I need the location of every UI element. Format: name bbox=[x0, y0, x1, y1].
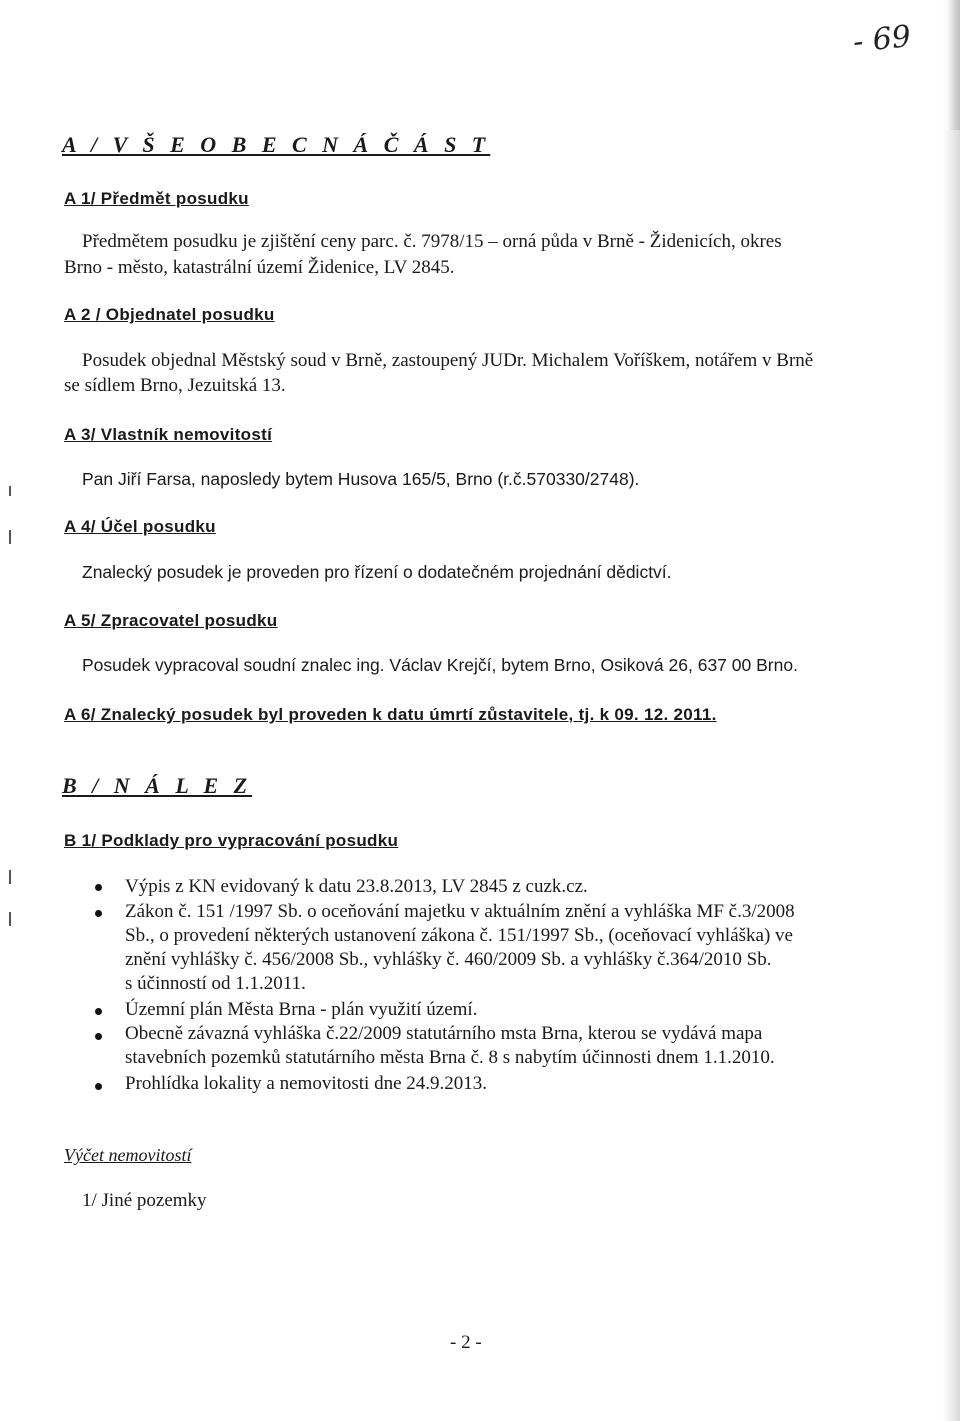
section-a2-line-1: Posudek objednal Městský soud v Brně, zastoupený JUDr. Michalem Voříškem, notářem v Brně bbox=[82, 350, 814, 371]
section-a1-line-1: Předmětem posudku je zjištění ceny parc. č. 7978/15 – orná půda v Brně - Židenicích, okres bbox=[82, 231, 782, 252]
section-a3-heading: A 3/ Vlastník nemovitostí bbox=[64, 425, 273, 444]
bullet-dot bbox=[95, 910, 102, 917]
b1-bullet-2-line-2: Sb., o provedení některých ustanovení zákona č. 151/1997 Sb., (oceňovací vyhláška) ve bbox=[125, 925, 793, 946]
b1-bullet-2-line-4: s účinností od 1.1.2011. bbox=[125, 973, 306, 994]
handwritten-page-number: - 69 bbox=[851, 19, 913, 60]
page-edge-binding bbox=[946, 0, 960, 130]
section-a4-heading: A 4/ Účel posudku bbox=[64, 517, 216, 536]
section-a5-line-1: Posudek vypracoval soudní znalec ing. Václav Krejčí, bytem Brno, Osiková 26, 637 00 Brno. bbox=[82, 655, 798, 675]
section-a2-heading: A 2 / Objednatel posudku bbox=[64, 305, 275, 324]
scan-mark bbox=[9, 530, 11, 544]
bullet-dot bbox=[95, 1033, 102, 1040]
scan-mark bbox=[9, 486, 11, 496]
b1-bullet-5-line-1: Prohlídka lokality a nemovitosti dne 24.9.2013. bbox=[125, 1073, 488, 1094]
b1-bullet-2-line-1: Zákon č. 151 /1997 Sb. o oceňování majetku v aktuálním znění a vyhláška MF č.3/2008 bbox=[125, 901, 795, 922]
b1-bullet-3-line-1: Územní plán Města Brna - plán využití území. bbox=[125, 999, 478, 1020]
section-b1-heading: B 1/ Podklady pro vypracování posudku bbox=[64, 831, 399, 850]
findings-title: B / N Á L E Z bbox=[62, 773, 253, 798]
section-a2-line-2: se sídlem Brno, Jezuitská 13. bbox=[64, 375, 286, 396]
b1-bullet-2-line-3: znění vyhlášky č. 456/2008 Sb., vyhlášky č. 460/2009 Sb. a vyhlášky č.364/2010 Sb. bbox=[125, 949, 772, 970]
page-edge-shadow bbox=[942, 0, 960, 1421]
b1-bullet-4-line-1: Obecně závazná vyhláška č.22/2009 statutárního msta Brna, kterou se vydává mapa bbox=[125, 1023, 763, 1044]
b1-bullet-1-line-1: Výpis z KN evidovaný k datu 23.8.2013, LV 2845 z cuzk.cz. bbox=[125, 876, 588, 897]
general-part-title: A / V Š E O B E C N Á Č Á S T bbox=[62, 132, 491, 157]
section-a5-heading: A 5/ Zpracovatel posudku bbox=[64, 611, 278, 630]
section-a1-heading: A 1/ Předmět posudku bbox=[64, 189, 249, 208]
property-list-heading: Výčet nemovitostí bbox=[64, 1145, 192, 1165]
bullet-dot bbox=[95, 1008, 102, 1015]
b1-bullet-4-line-2: stavebních pozemků statutárního města Brna č. 8 s nabytím účinnosti dnem 1.1.2010. bbox=[125, 1047, 775, 1068]
scan-mark bbox=[9, 912, 11, 926]
page-number: - 2 - bbox=[450, 1332, 482, 1353]
section-a3-line-1: Pan Jiří Farsa, naposledy bytem Husova 165/5, Brno (r.č.570330/2748). bbox=[82, 469, 640, 489]
bullet-dot bbox=[95, 1083, 102, 1090]
scan-mark bbox=[9, 870, 11, 884]
bullet-dot bbox=[95, 884, 102, 891]
section-a1-line-2: Brno - město, katastrální území Židenice, LV 2845. bbox=[64, 257, 455, 278]
property-list-item-1: 1/ Jiné pozemky bbox=[82, 1190, 207, 1211]
section-a6-heading: A 6/ Znalecký posudek byl proveden k datu úmrtí zůstavitele, tj. k 09. 12. 2011. bbox=[64, 705, 717, 724]
section-a4-line-1: Znalecký posudek je proveden pro řízení o dodatečném projednání dědictví. bbox=[82, 562, 672, 582]
